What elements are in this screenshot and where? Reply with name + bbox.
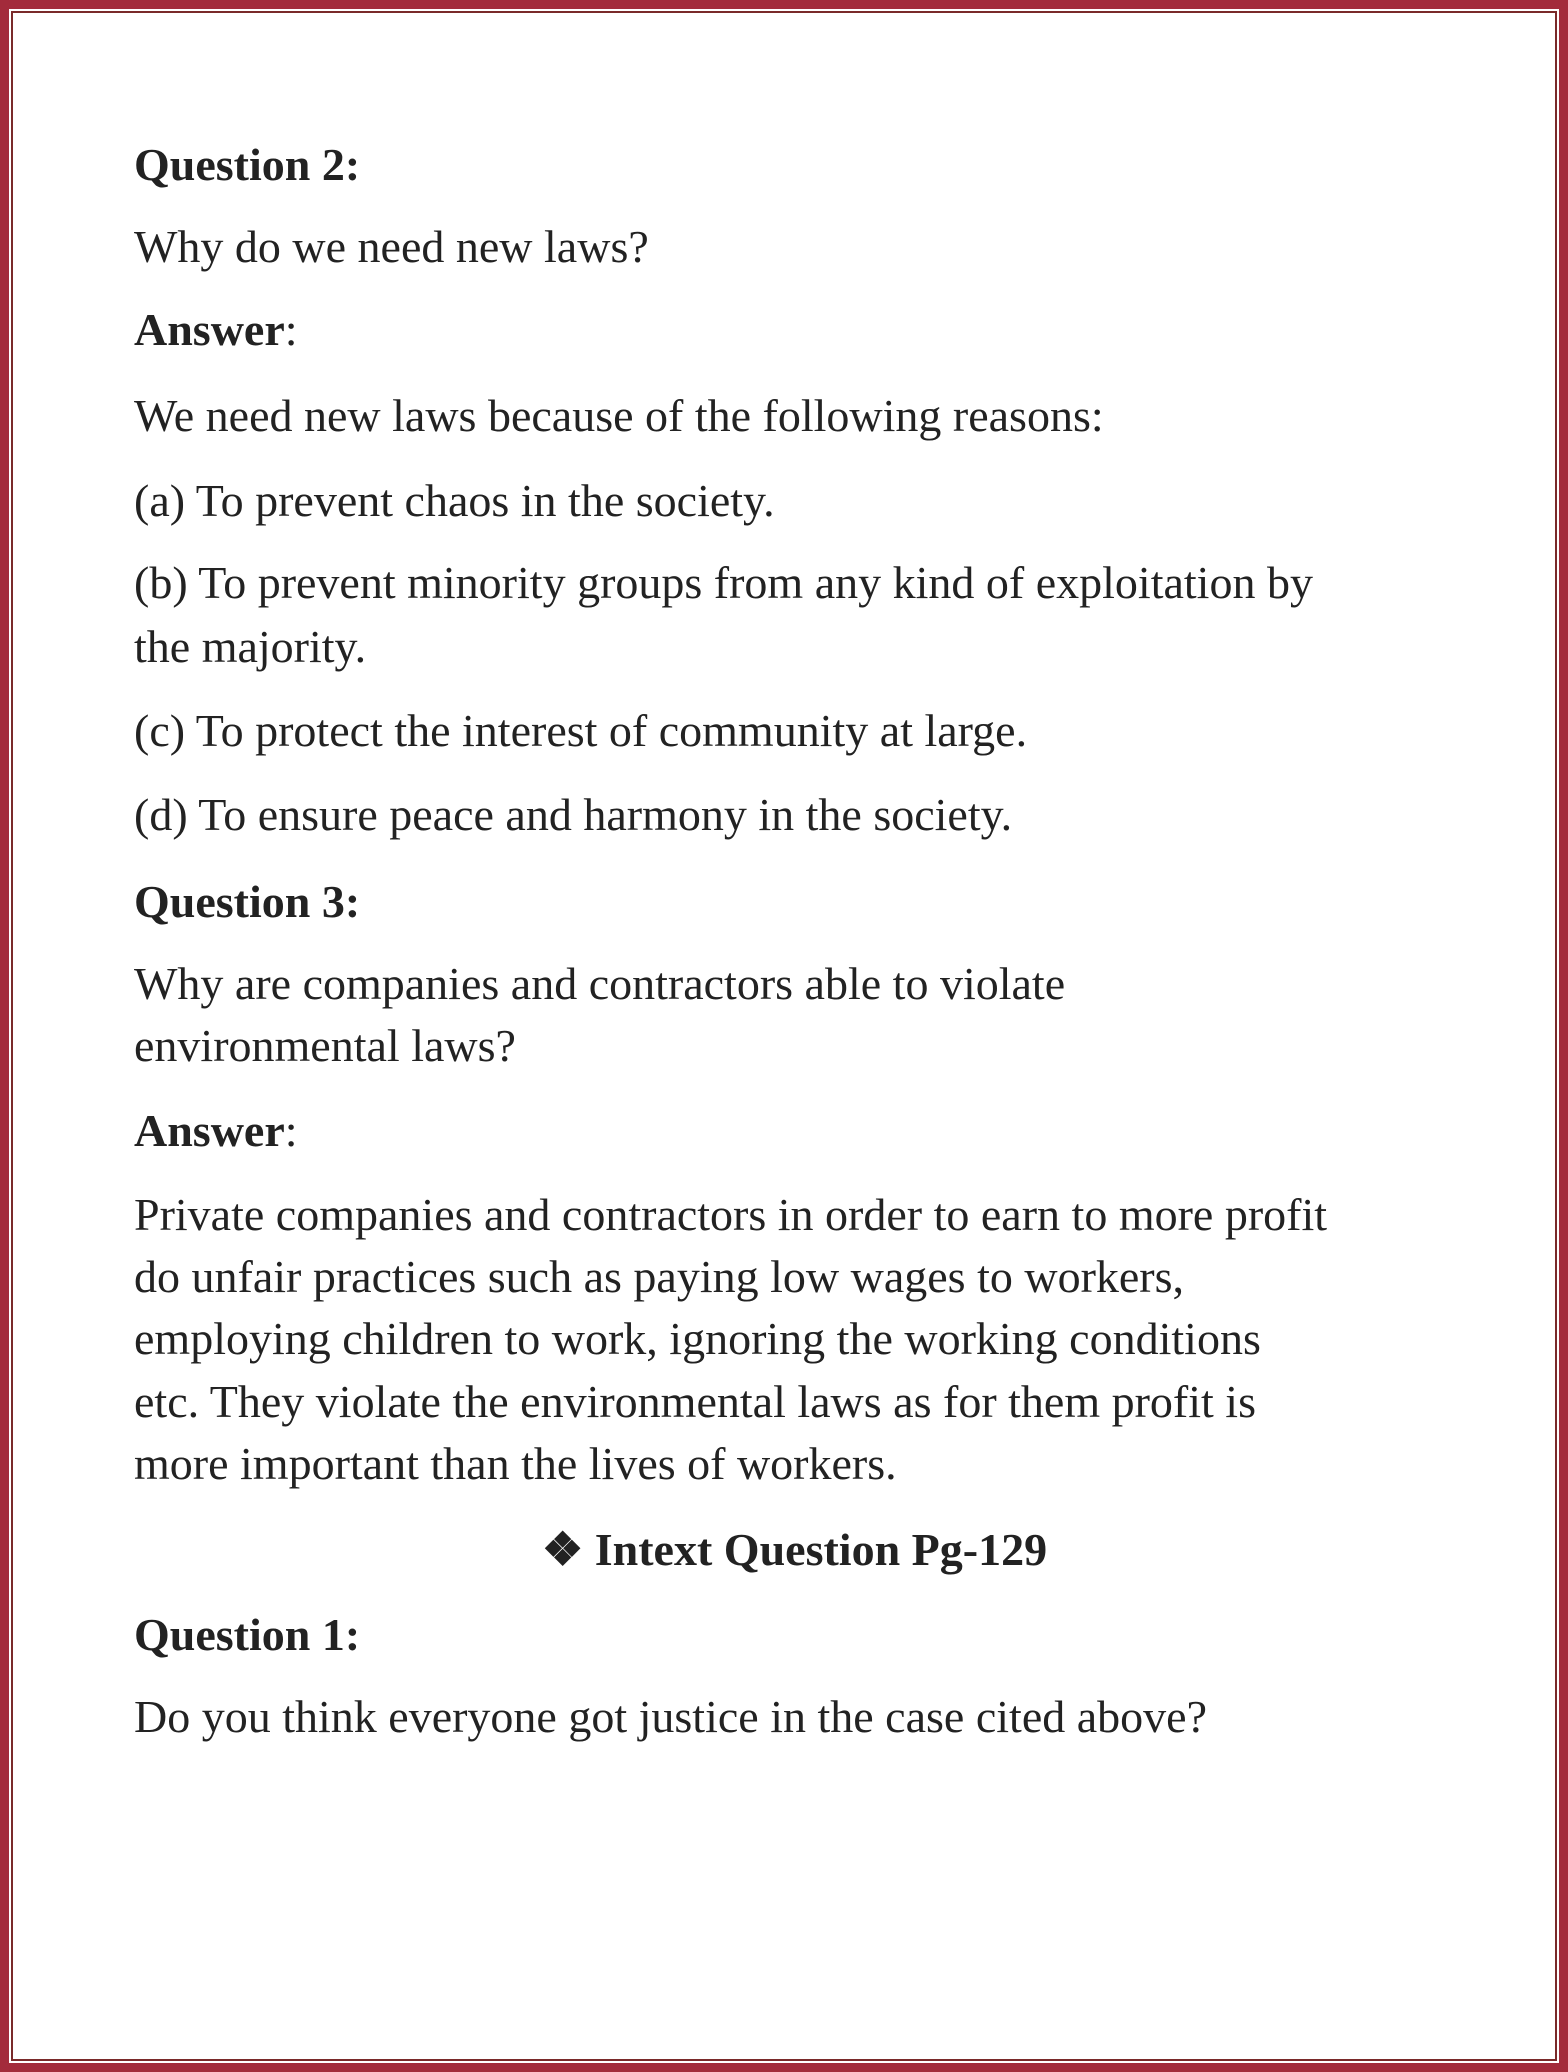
- answer-3-line: etc. They violate the environmental laws as for them profit is: [134, 1376, 1256, 1427]
- question-2-heading: Question 2:: [134, 139, 361, 190]
- answer-2-point: (b) To prevent minority groups from any kind of exploitation by: [134, 557, 1313, 608]
- answer-2-point-cont: the majority.: [134, 621, 367, 672]
- question-1-text: Do you think everyone got justice in the case cited above?: [134, 1691, 1207, 1742]
- intext-heading: [542, 1520, 1047, 1580]
- answer-3-line: more important than the lives of workers.: [134, 1438, 897, 1489]
- answer-3-line: employing children to work, ignoring the working conditions: [134, 1313, 1261, 1364]
- question-3-heading: Question 3:: [134, 876, 361, 927]
- answer-2-intro: We need new laws because of the following reasons:: [134, 390, 1104, 441]
- answer-colon: :: [284, 1105, 298, 1156]
- answer-3-label: [134, 1101, 298, 1161]
- answer-label: Answer: [134, 304, 285, 355]
- intext-title: Intext Question Pg-129: [594, 1524, 1048, 1575]
- answer-2-point: (c) To protect the interest of community at large.: [134, 705, 1028, 756]
- answer-colon: :: [284, 304, 298, 355]
- answer-3-line: Private companies and contractors in order to earn to more profit: [134, 1189, 1328, 1240]
- question-3-text: Why are companies and contractors able to violate: [134, 958, 1066, 1009]
- diamond-bullet-icon: ❖: [542, 1524, 584, 1575]
- answer-2-label: [134, 300, 298, 360]
- answer-label: Answer: [134, 1105, 285, 1156]
- answer-2-point: (a) To prevent chaos in the society.: [134, 475, 775, 526]
- answer-2-point: (d) To ensure peace and harmony in the society.: [134, 789, 1013, 840]
- question-1-heading: Question 1:: [134, 1609, 361, 1660]
- question-2-text: Why do we need new laws?: [134, 221, 649, 272]
- answer-3-line: do unfair practices such as paying low wages to workers,: [134, 1251, 1185, 1302]
- question-3-text: environmental laws?: [134, 1020, 516, 1071]
